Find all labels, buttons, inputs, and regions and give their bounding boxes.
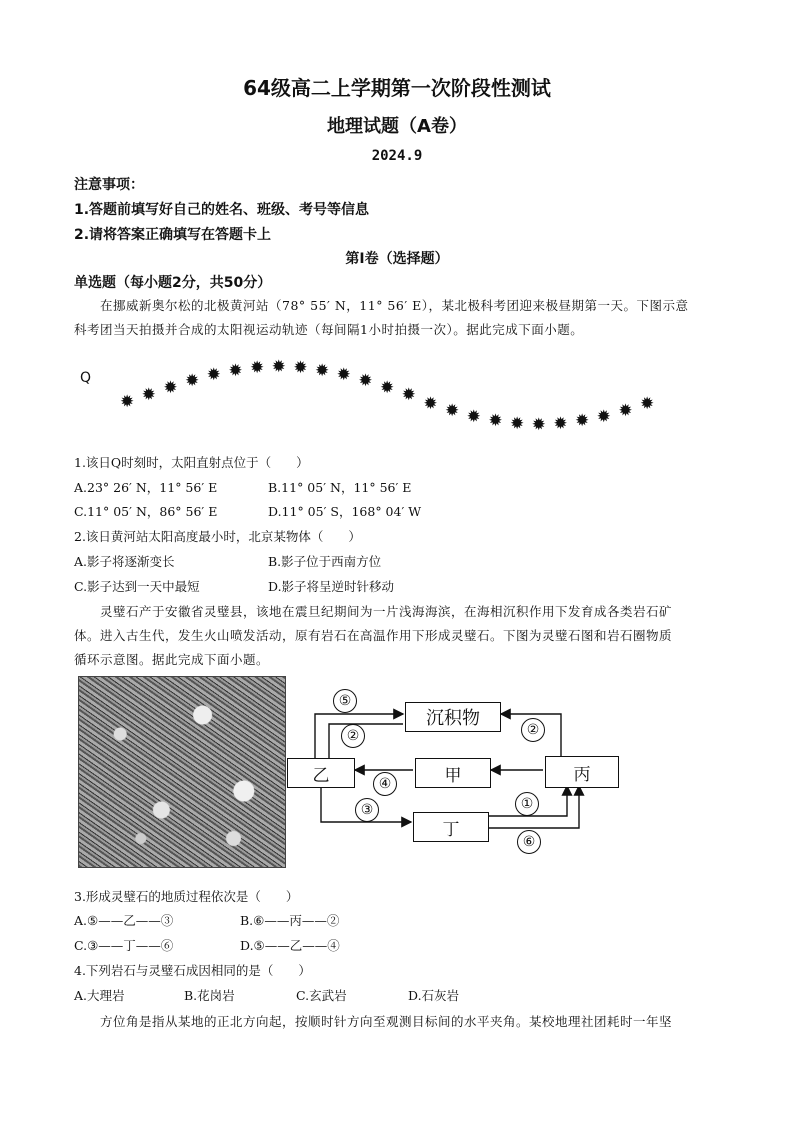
q2-stem: 2.该日黄河站太阳高度最小时，北京某物体（ ） <box>74 529 361 544</box>
label-3: ③ <box>355 798 379 822</box>
notice-item-1: 1.答题前填写好自己的姓名、班级、考号等信息 <box>74 202 370 218</box>
q3-option-b: B.⑥——丙——② <box>240 913 340 928</box>
sun-icon: ✹ <box>336 365 351 386</box>
sun-icon: ✹ <box>575 411 590 432</box>
q1-option-a: A.23° 26′ N，11° 56′ E <box>74 480 218 495</box>
lingbi-stone-photo <box>78 676 286 868</box>
q2-option-c: C.影子达到一天中最短 <box>74 579 200 594</box>
sun-icon: ✹ <box>228 360 243 381</box>
part-title: 第Ⅰ卷（选择题） <box>345 251 449 267</box>
q1-option-c: C.11° 05′ N，86° 56′ E <box>74 504 218 519</box>
sun-icon: ✹ <box>185 371 200 391</box>
box-bing: 丙 <box>545 756 619 788</box>
q1-option-d: D.11° 05′ S，168° 04′ W <box>268 504 422 519</box>
exam-date: 2024.9 <box>371 148 423 164</box>
sun-icon: ✹ <box>250 357 265 378</box>
q1-stem: 1.该日Q时刻时，太阳直射点位于（ ） <box>74 455 309 470</box>
sun-icon: ✹ <box>401 385 416 405</box>
sun-icon: ✹ <box>315 360 330 381</box>
sun-icon: ✹ <box>531 415 546 435</box>
q1-option-b: B.11° 05′ N，11° 56′ E <box>268 480 412 495</box>
sun-icon: ✹ <box>271 357 286 377</box>
q4-stem: 4.下列岩石与灵璧石成因相同的是（ ） <box>74 963 311 978</box>
page-title: 64级高二上学期第一次阶段性测试 <box>243 76 551 100</box>
page-subtitle: 地理试题（A卷） <box>327 116 467 137</box>
label-1: ① <box>515 792 539 816</box>
q3-stem: 3.形成灵璧石的地质过程依次是（ ） <box>74 889 299 904</box>
q3-option-c: C.③——丁——⑥ <box>74 938 174 953</box>
q4-option-b: B.花岗岩 <box>184 988 235 1003</box>
label-5: ⑤ <box>333 689 357 713</box>
sun-icon: ✹ <box>445 401 460 421</box>
sun-icon: ✹ <box>141 385 156 405</box>
section-title: 单选题（每小题2分，共50分） <box>74 275 272 291</box>
sun-icon: ✹ <box>466 406 481 427</box>
sun-icon: ✹ <box>163 377 178 398</box>
sun-icon: ✹ <box>293 357 308 378</box>
label-6: ⑥ <box>517 830 541 854</box>
label-2-left: ② <box>341 724 365 748</box>
box-yi: 乙 <box>287 758 355 788</box>
q3-option-d: D.⑤——乙——④ <box>240 938 340 953</box>
label-2-right: ② <box>521 718 545 742</box>
sun-icon: ✹ <box>618 401 633 421</box>
passage-2-line-3: 循环示意图。据此完成下面小题。 <box>74 652 270 667</box>
passage-2-line-2: 体。进入古生代，发生火山喷发活动，原有岩石在高温作用下形成灵璧石。下图为灵璧石图和岩石圈物质 <box>74 628 673 643</box>
sun-icon: ✹ <box>120 392 135 413</box>
q4-option-a: A.大理岩 <box>74 988 125 1003</box>
sun-icon: ✹ <box>553 414 568 435</box>
box-ding: 丁 <box>413 812 489 842</box>
box-jia: 甲 <box>415 758 491 788</box>
q4-option-d: D.石灰岩 <box>408 988 460 1003</box>
passage-1-line-1: 在挪威新奥尔松的北极黄河站（78° 55′ N，11° 56′ E），某北极科考团迎来极昼期第一天。下图示意 <box>100 298 689 313</box>
q4-option-c: C.玄武岩 <box>296 988 347 1003</box>
sun-icon: ✹ <box>510 414 525 435</box>
sun-icon: ✹ <box>358 371 373 391</box>
sun-trajectory <box>0 0 794 460</box>
sun-icon: ✹ <box>640 394 655 415</box>
q3-option-a: A.⑤——乙——③ <box>74 913 174 928</box>
passage-3: 方位角是指从某地的正北方向起，按顺时针方向至观测目标间的水平夹角。某校地理社团耗时一年坚 <box>100 1014 673 1029</box>
notice-heading: 注意事项： <box>74 177 144 193</box>
q2-option-b: B.影子位于西南方位 <box>268 554 382 569</box>
rock-cycle-diagram <box>285 688 625 858</box>
sun-icon: ✹ <box>488 411 503 432</box>
passage-2-line-1: 灵璧石产于安徽省灵璧县，该地在震旦纪期间为一片浅海海滨，在海相沉积作用下发育成各类岩石矿 <box>100 604 673 619</box>
sun-icon: ✹ <box>380 377 395 398</box>
q2-option-a: A.影子将逐渐变长 <box>74 554 175 569</box>
box-sediment: 沉积物 <box>405 702 501 732</box>
sun-icon: ✹ <box>423 394 438 415</box>
label-4: ④ <box>373 772 397 796</box>
passage-1-line-2: 科考团当天拍摄并合成的太阳视运动轨迹（每间隔1小时拍摄一次）。据此完成下面小题。 <box>74 322 584 337</box>
notice-item-2: 2.请将答案正确填写在答题卡上 <box>74 227 272 243</box>
sun-icon: ✹ <box>206 365 221 386</box>
passage-2 <box>74 600 724 672</box>
sun-icon: ✹ <box>596 406 611 427</box>
figure-1-label-q: Q <box>80 370 92 386</box>
q2-option-d: D.影子将呈逆时针移动 <box>268 579 395 594</box>
